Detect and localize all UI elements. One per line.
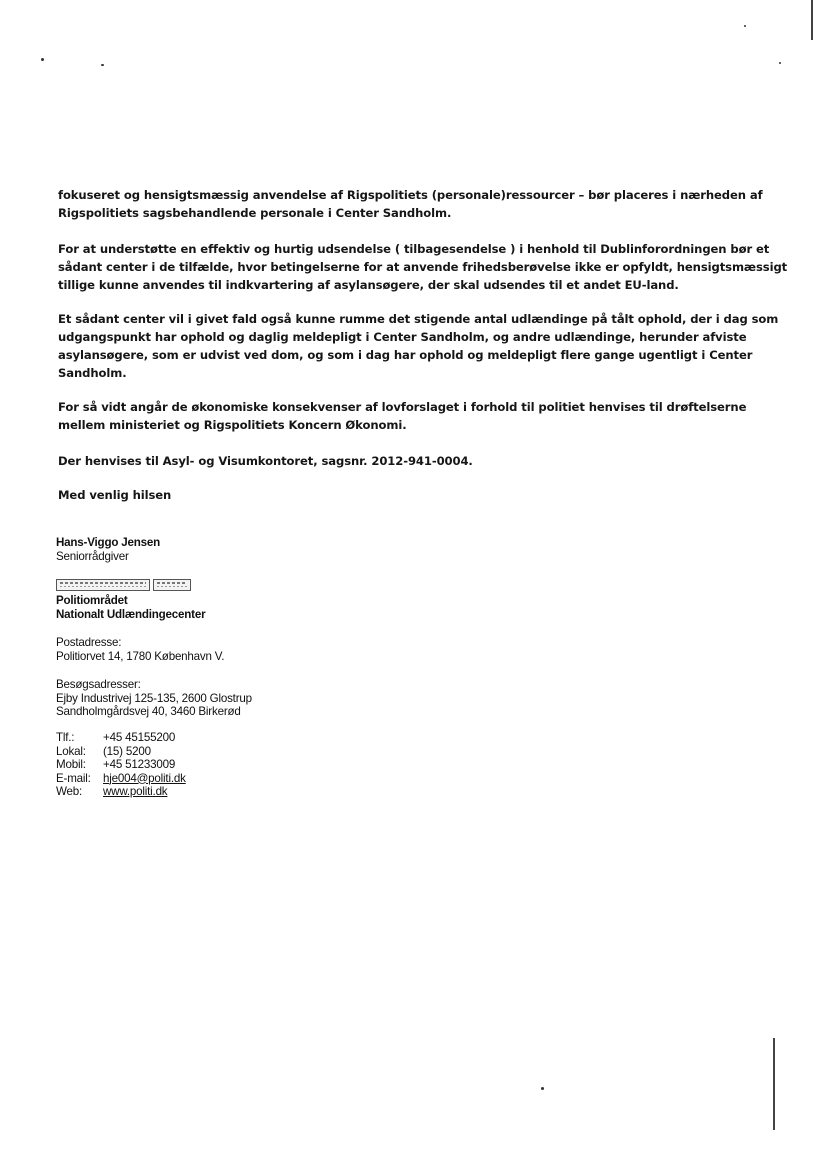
contact-value: (15) 5200: [103, 744, 151, 758]
scan-speck: [41, 58, 44, 61]
text-line: Med venlig hilsen: [58, 488, 172, 502]
contact-row-mobile: [56, 758, 186, 772]
signer-name: Hans-Viggo Jensen: [56, 536, 160, 549]
text-line: fokuseret og hensigtsmæssig anvendelse af Rigspolitiets (personale)ressourcer – bør placeres i nærheden af: [58, 188, 763, 202]
organization-logo-strip: [56, 579, 191, 591]
contact-row-web: [56, 785, 186, 799]
scan-speck: [779, 62, 781, 64]
signature-name-block: [56, 536, 160, 563]
postal-address: Politiorvet 14, 1780 København V.: [56, 649, 225, 663]
scan-speck: [744, 25, 746, 27]
text-line: asylansøgere, som er udvist ved dom, og som i dag har ophold og meldepligt flere gange ugentligt i Center: [58, 348, 753, 362]
paragraph-1: [58, 186, 763, 222]
contact-label: Tlf.:: [56, 731, 75, 744]
scan-speck: [541, 1087, 544, 1090]
contact-block: [56, 731, 186, 799]
contact-label: Lokal:: [56, 744, 86, 758]
scan-speck: [101, 64, 104, 66]
contact-label: E-mail:: [56, 771, 91, 785]
paragraph-3: [58, 310, 779, 382]
signer-title: Seniorrådgiver: [56, 549, 129, 563]
visit-address-block: [56, 678, 252, 719]
postal-label: Postadresse:: [56, 636, 122, 649]
visit-address-1: Ejby Industrivej 125-135, 2600 Glostrup: [56, 691, 252, 705]
text-line: mellem ministeriet og Rigspolitiets Koncern Økonomi.: [58, 418, 407, 432]
text-line: For så vidt angår de økonomiske konsekvenser af lovforslaget i forhold til politiet henvises til drøftelserne: [58, 400, 747, 414]
contact-row-local: [56, 745, 186, 759]
scan-edge-line: [811, 0, 813, 40]
org-line-1: Politiområdet: [56, 594, 128, 607]
scan-edge-line: [773, 1038, 775, 1130]
contact-row-email: [56, 772, 186, 786]
text-line: For at understøtte en effektiv og hurtig udsendelse ( tilbagesendelse ) i henhold til Dublinforordningen bør et: [58, 242, 770, 256]
closing: [58, 486, 738, 504]
text-line: Sandholm.: [58, 366, 127, 380]
logo-graphic: [56, 579, 150, 591]
paragraph-4: [58, 398, 747, 434]
contact-label: Web:: [56, 785, 83, 798]
text-line: udgangspunkt har ophold og daglig meldepligt i Center Sandholm, og andre udlændinge, herunder afviste: [58, 330, 747, 344]
visit-label: Besøgsadresser:: [56, 678, 141, 691]
contact-row-phone: [56, 731, 186, 745]
organization-block: [56, 594, 205, 621]
email-link[interactable]: hje004@politi.dk: [103, 771, 186, 785]
postal-address-block: [56, 636, 224, 663]
text-line: Rigspolitiets sagsbehandlende personale i Center Sandholm.: [58, 206, 452, 220]
website-link[interactable]: www.politi.dk: [103, 785, 168, 798]
text-line: tillige kunne anvendes til indkvartering af asylansøgere, der skal udsendes til et andet EU-land.: [58, 278, 679, 292]
text-line: Der henvises til Asyl- og Visumkontoret, sagsnr. 2012-941-0004.: [58, 454, 473, 468]
text-line: Et sådant center vil i givet fald også kunne rumme det stigende antal udlændinge på tålt ophold, der i dag som: [58, 312, 779, 326]
contact-label: Mobil:: [56, 758, 86, 771]
logo-graphic: [153, 579, 191, 591]
paragraph-2: [58, 240, 788, 294]
contact-value: +45 51233009: [103, 758, 176, 771]
visit-address-2: Sandholmgårdsvej 40, 3460 Birkerød: [56, 705, 241, 718]
paragraph-5: [58, 452, 738, 470]
org-line-2: Nationalt Udlændingecenter: [56, 607, 206, 621]
contact-value: +45 45155200: [103, 731, 176, 744]
text-line: sådant center i de tilfælde, hvor betingelserne for at anvende frihedsberøvelse ikke er opfyldt, hensigtsmæssigt: [58, 260, 788, 274]
